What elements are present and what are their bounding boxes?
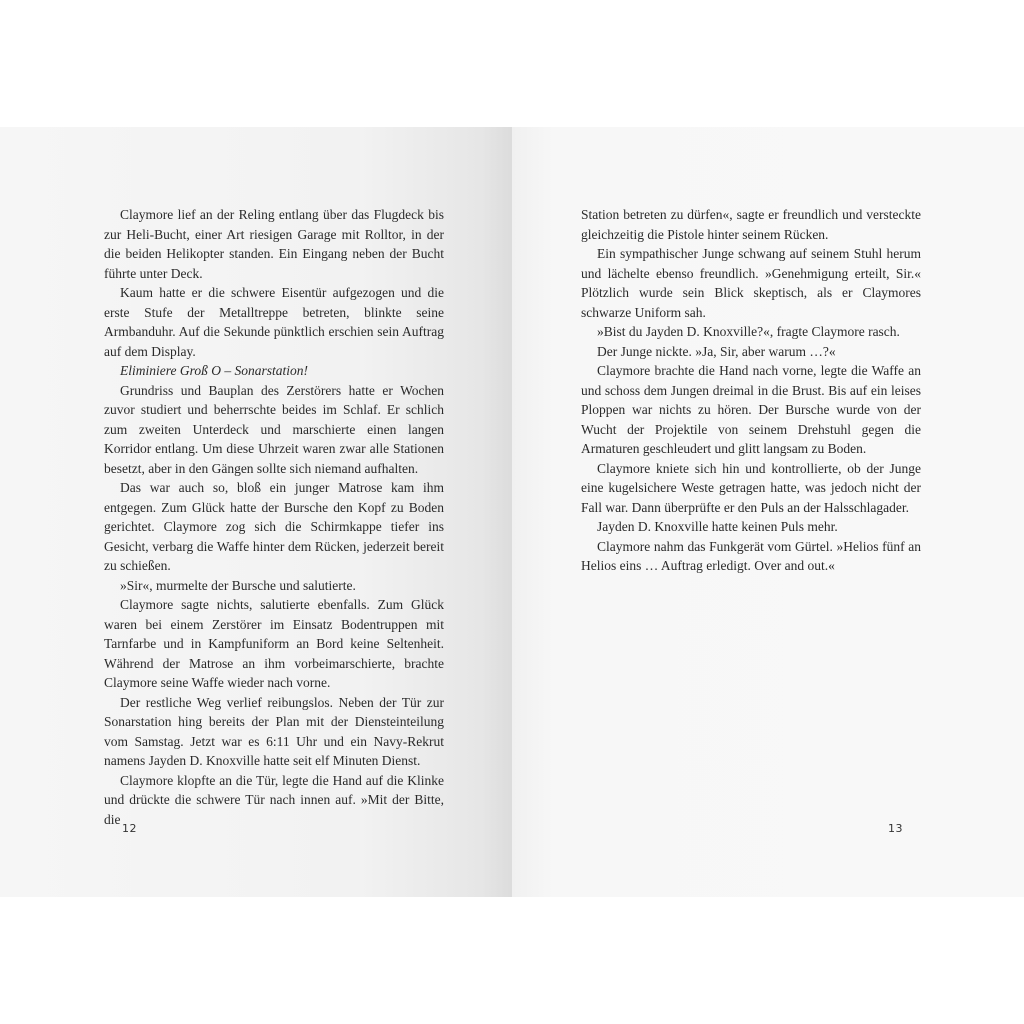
book-spread [0, 127, 1024, 897]
paragraph: Claymore klopfte an die Tür, legte die Hand auf die Klinke und drückte die schwere Tür nach innen auf. »Mit der Bitte, die [104, 772, 444, 827]
paragraph: Station betreten zu dürfen«, sagte er freundlich und versteckte gleichzeitig die Pistole hinter seinem Rücken. [581, 207, 921, 242]
left-page [0, 127, 512, 897]
right-page-text [581, 205, 921, 576]
paragraph: Das war auch so, bloß ein junger Matrose kam ihm entgegen. Zum Glück hatte der Bursche den Kopf zu Boden gerichtet. Claymore zog sich die Schirmkappe tiefer ins Gesicht, verbarg die Waffe hinter dem Rücken, jederzeit bereit zu schießen. [104, 480, 444, 573]
left-page-text [104, 205, 444, 829]
paragraph: Claymore lief an der Reling entlang über das Flugdeck bis zur Heli-Bucht, einer Art riesigen Garage mit Rolltor, in der die beiden Helikopter standen. Ein Eingang neben der Bucht führte unter Deck. [104, 207, 444, 281]
paragraph: Jayden D. Knoxville hatte keinen Puls mehr. [597, 519, 838, 534]
paragraph: Ein sympathischer Junge schwang auf seinem Stuhl herum und lächelte ebenso freundlich. »Genehmigung erteilt, Sir.« Plötzlich wurde sein Blick skeptisch, als er Claymores schwarze Uniform sah. [581, 246, 921, 320]
paragraph: »Sir«, murmelte der Bursche und salutierte. [120, 577, 356, 593]
paragraph: Claymore nahm das Funkgerät vom Gürtel. »Helios fünf an Helios eins … Auftrag erledigt. Over and out.« [581, 538, 921, 573]
paragraph: Der Junge nickte. »Ja, Sir, aber warum …?« [597, 343, 836, 359]
paragraph: Claymore sagte nichts, salutierte ebenfalls. Zum Glück waren bei einem Zerstörer im Einsatz Bodentruppen mit Tarnfarbe und in Kampfuniform an Bord keine Seltenheit. Während der Matrose an ihm vorbeimarschierte, brachte Claymore seine Waffe wieder nach vorne. [104, 597, 444, 690]
paragraph: Claymore kniete sich hin und kontrollierte, ob der Junge eine kugelsichere Weste getragen hatte, was jedoch nicht der Fall war. Dann überprüfte er den Puls an der Halsschlagader. [581, 460, 921, 515]
paragraph: Grundriss und Bauplan des Zerstörers hatte er Wochen zuvor studiert und beherrschte beides im Schlaf. Er schlich zum zweiten Unterdeck und marschierte einen langen Korridor entlang. Um diese Uhrzeit waren zwar alle Stationen besetzt, aber in den Gängen sollte sich niemand aufhalten. [104, 382, 444, 476]
paragraph: Claymore brachte die Hand nach vorne, legte die Waffe an und schoss dem Jungen dreimal in die Brust. Bis auf ein leises Ploppen war nichts zu hören. Der Bursche wurde von der Wucht der Projektile von seinem Drehstuhl gegen die Armaturen geschleudert und glitt langsam zu Boden. [581, 363, 921, 456]
page-number-right: 13 [888, 822, 903, 835]
paragraph: Kaum hatte er die schwere Eisentür aufgezogen und die erste Stufe der Metalltreppe betreten, blinkte seine Armbanduhr. Auf die Sekunde pünktlich erschien sein Auftrag auf dem Display. [104, 285, 444, 359]
mission-message: Eliminiere Groß O – Sonarstation! [120, 363, 308, 378]
paragraph: Der restliche Weg verlief reibungslos. Neben der Tür zur Sonarstation hing bereits der Plan mit der Diensteinteilung vom Samstag. Jetzt war es 6:11 Uhr und ein Navy-Rekrut namens Jayden D. Knoxville hatte seit elf Minuten Dienst. [104, 694, 444, 768]
page-number-left: 12 [122, 822, 137, 835]
right-page [512, 127, 1024, 897]
paragraph: »Bist du Jayden D. Knoxville?«, fragte Claymore rasch. [597, 324, 900, 339]
